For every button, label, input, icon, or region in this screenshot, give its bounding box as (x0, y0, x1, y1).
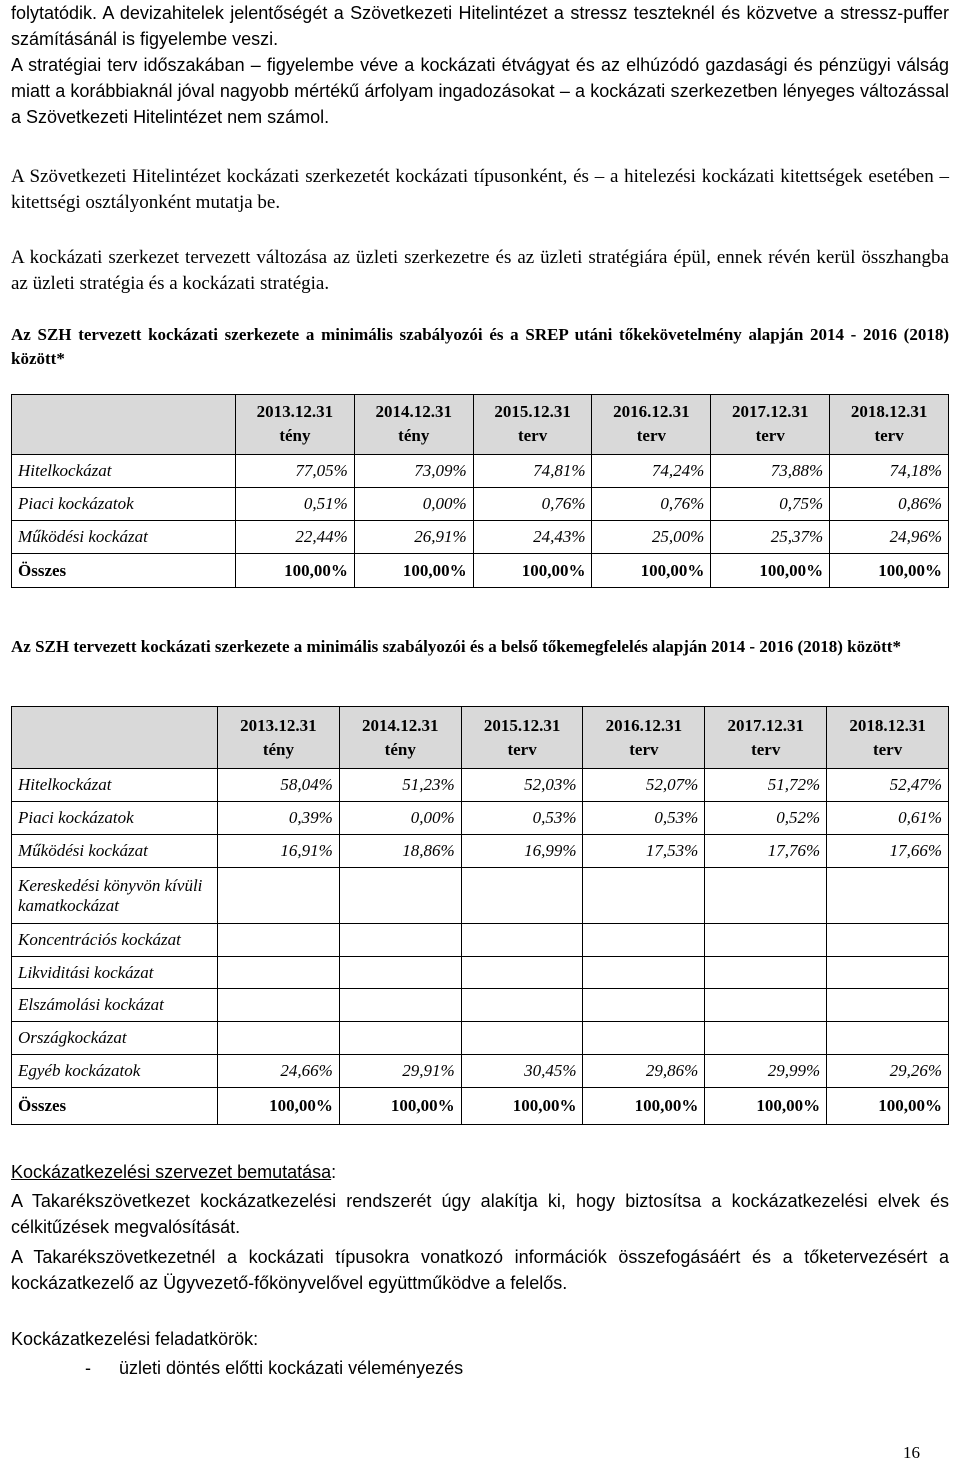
table-cell (339, 957, 461, 989)
table-cell: 51,72% (705, 769, 827, 802)
section-risk-tasks-title: Kockázatkezelési feladatkörök: (11, 1329, 259, 1349)
table1-col-header: 2018.12.31 terv (830, 395, 949, 455)
list-dash: - (85, 1358, 91, 1378)
row-label: Országkockázat (12, 1022, 218, 1055)
table-cell (461, 957, 583, 989)
table-cell: 17,76% (705, 835, 827, 868)
table-cell: 29,86% (583, 1055, 705, 1088)
table-cell (583, 924, 705, 957)
table-cell (705, 868, 827, 924)
table-cell: 0,75% (711, 488, 830, 521)
table1-body (12, 455, 949, 588)
table-cell: 100,00% (705, 1088, 827, 1125)
table-cell: 0,76% (592, 488, 711, 521)
table-cell: 52,03% (461, 769, 583, 802)
table2-body (12, 769, 949, 1125)
table-cell (218, 924, 340, 957)
table-cell: 25,37% (711, 521, 830, 554)
table2-col-header: 2015.12.31 terv (461, 707, 583, 769)
row-label: Hitelkockázat (12, 769, 218, 802)
table1-heading: Az SZH tervezett kockázati szerkezete a minimális szabályozói és a SREP utáni tőkekövetelmény alapján 2014 - 2016 (2018) között* (11, 325, 949, 368)
table-cell: 51,23% (339, 769, 461, 802)
table-row (12, 924, 949, 957)
table-cell: 29,91% (339, 1055, 461, 1088)
table-cell: 0,51% (236, 488, 355, 521)
table-cell: 74,81% (473, 455, 592, 488)
table-cell: 0,00% (354, 488, 473, 521)
table-cell: 74,18% (830, 455, 949, 488)
row-label: Elszámolási kockázat (12, 989, 218, 1022)
table-cell: 100,00% (583, 1088, 705, 1125)
table2-col-header: 2016.12.31 terv (583, 707, 705, 769)
risk-structure-table-internal (11, 706, 949, 1125)
row-label: Egyéb kockázatok (12, 1055, 218, 1088)
table-cell (705, 989, 827, 1022)
table-cell: 16,91% (218, 835, 340, 868)
table-cell: 100,00% (473, 554, 592, 588)
table-cell (218, 957, 340, 989)
table-cell (583, 957, 705, 989)
table-cell: 18,86% (339, 835, 461, 868)
table-cell (705, 957, 827, 989)
table-cell (461, 924, 583, 957)
table-cell (339, 868, 461, 924)
table-cell: 100,00% (461, 1088, 583, 1125)
table-cell: 100,00% (592, 554, 711, 588)
table-cell: 16,99% (461, 835, 583, 868)
table-cell (339, 924, 461, 957)
table-cell: 100,00% (236, 554, 355, 588)
section-risk-organization-title: Kockázatkezelési szervezet bemutatása: (11, 1162, 337, 1182)
table-cell: 73,09% (354, 455, 473, 488)
list-item (85, 1355, 463, 1381)
paragraph-3: A Szövetkezeti Hitelintézet kockázati szerkezetét kockázati típusonként, és – a hitelezési kockázati kitettségek esetében – kitettségi osztályonként mutatja be. (11, 166, 949, 213)
table-cell: 58,04% (218, 769, 340, 802)
table-row (12, 835, 949, 868)
table-cell: 24,43% (473, 521, 592, 554)
row-label: Piaci kockázatok (12, 488, 236, 521)
table-cell (827, 957, 949, 989)
row-label: Összes (12, 1088, 218, 1125)
table-cell: 0,53% (583, 802, 705, 835)
table-cell: 25,00% (592, 521, 711, 554)
table-cell: 100,00% (711, 554, 830, 588)
table1-col-header: 2016.12.31 terv (592, 395, 711, 455)
table-cell: 17,66% (827, 835, 949, 868)
table-row (12, 1055, 949, 1088)
table-cell: 52,07% (583, 769, 705, 802)
table-row (12, 802, 949, 835)
table-cell: 0,52% (705, 802, 827, 835)
row-label: Piaci kockázatok (12, 802, 218, 835)
table-cell: 0,53% (461, 802, 583, 835)
table-cell: 100,00% (339, 1088, 461, 1125)
paragraph-2: A stratégiai terv időszakában – figyelembe véve a kockázati étvágyat és az elhúzódó gazdasági és pénzügyi válság miatt a korábbiaknál jóval nagyobb mértékű árfolyam ingadozásokat – a kockázati szerkezetben lényeges változással a Szövetkezeti Hitelintézet nem számol. (11, 55, 949, 127)
table-cell (218, 868, 340, 924)
row-label: Összes (12, 554, 236, 588)
table-row (12, 455, 949, 488)
list-item-text: üzleti döntés előtti kockázati véleményezés (119, 1358, 464, 1378)
table-row (12, 957, 949, 989)
table-cell (827, 989, 949, 1022)
row-label: Működési kockázat (12, 835, 218, 868)
table-cell: 52,47% (827, 769, 949, 802)
paragraph-1: folytatódik. A devizahitelek jelentőségét a Szövetkezeti Hitelintézet a stressz teszteknél és közvetve a stressz-puffer számításánál is figyelembe veszi. (11, 3, 949, 49)
risk-structure-table-srep (11, 394, 949, 588)
row-label: Kereskedési könyvön kívüli kamatkockázat (12, 868, 218, 924)
paragraph-4: A kockázati szerkezet tervezett változása az üzleti szerkezetre és az üzleti stratégiára épül, ennek révén kerül összhangba az üzleti stratégia és a kockázati stratégia. (11, 247, 949, 294)
table-cell (339, 1022, 461, 1055)
table-cell: 74,24% (592, 455, 711, 488)
paragraph-6: A Takarékszövetkezetnél a kockázati típusokra vonatkozó információk összefogásáért és a tőketervezésért a kockázatkezelő az Ügyvezető-főkönyvelővel együttműködve a felelős. (11, 1247, 949, 1293)
table-cell: 24,66% (218, 1055, 340, 1088)
table-cell: 17,53% (583, 835, 705, 868)
table-cell: 0,00% (339, 802, 461, 835)
table2-header-row (12, 707, 949, 769)
table-cell: 24,96% (830, 521, 949, 554)
table-row (12, 1022, 949, 1055)
table-cell (827, 868, 949, 924)
table-cell (705, 924, 827, 957)
row-label: Működési kockázat (12, 521, 236, 554)
table-cell: 22,44% (236, 521, 355, 554)
table1-col-header: 2013.12.31 tény (236, 395, 355, 455)
table2-col-header: 2018.12.31 terv (827, 707, 949, 769)
table-cell (218, 989, 340, 1022)
table-cell: 77,05% (236, 455, 355, 488)
row-label: Hitelkockázat (12, 455, 236, 488)
table-cell (461, 1022, 583, 1055)
table1-col-header: 2015.12.31 terv (473, 395, 592, 455)
paragraph-5: A Takarékszövetkezet kockázatkezelési rendszerét úgy alakítja ki, hogy biztosítsa a kockázatkezelési elvek és célkitűzések megvalósítását. (11, 1191, 949, 1237)
table2-heading: Az SZH tervezett kockázati szerkezete a minimális szabályozói és a belső tőkemegfelelés alapján 2014 - 2016 (2018) között* (11, 637, 901, 656)
table-cell: 0,39% (218, 802, 340, 835)
table-cell (218, 1022, 340, 1055)
table-cell (583, 868, 705, 924)
table-row (12, 769, 949, 802)
table-cell: 0,86% (830, 488, 949, 521)
table1-col-header: 2014.12.31 tény (354, 395, 473, 455)
table-cell (339, 989, 461, 1022)
table-row (12, 989, 949, 1022)
table-row (12, 488, 949, 521)
table2-col-header: 2013.12.31 tény (218, 707, 340, 769)
table2-col-header: 2014.12.31 tény (339, 707, 461, 769)
table-cell (705, 1022, 827, 1055)
table-cell: 0,61% (827, 802, 949, 835)
table2-header-blank (12, 707, 218, 769)
table-cell: 0,76% (473, 488, 592, 521)
table1-col-header: 2017.12.31 terv (711, 395, 830, 455)
table-cell (461, 989, 583, 1022)
table-cell (583, 989, 705, 1022)
table-row (12, 521, 949, 554)
table-cell: 26,91% (354, 521, 473, 554)
table-cell: 100,00% (827, 1088, 949, 1125)
table-row (12, 1088, 949, 1125)
table1-header-row (12, 395, 949, 455)
table-cell (827, 924, 949, 957)
row-label: Koncentrációs kockázat (12, 924, 218, 957)
table-cell: 29,99% (705, 1055, 827, 1088)
table1-header-blank (12, 395, 236, 455)
table2-col-header: 2017.12.31 terv (705, 707, 827, 769)
table-row (12, 868, 949, 924)
table-cell: 30,45% (461, 1055, 583, 1088)
table-row (12, 554, 949, 588)
page-number: 16 (903, 1443, 920, 1462)
table-cell: 100,00% (218, 1088, 340, 1125)
row-label: Likviditási kockázat (12, 957, 218, 989)
table-cell: 100,00% (354, 554, 473, 588)
table-cell (461, 868, 583, 924)
table-cell: 73,88% (711, 455, 830, 488)
table-cell: 100,00% (830, 554, 949, 588)
table-cell (583, 1022, 705, 1055)
table-cell (827, 1022, 949, 1055)
table-cell: 29,26% (827, 1055, 949, 1088)
